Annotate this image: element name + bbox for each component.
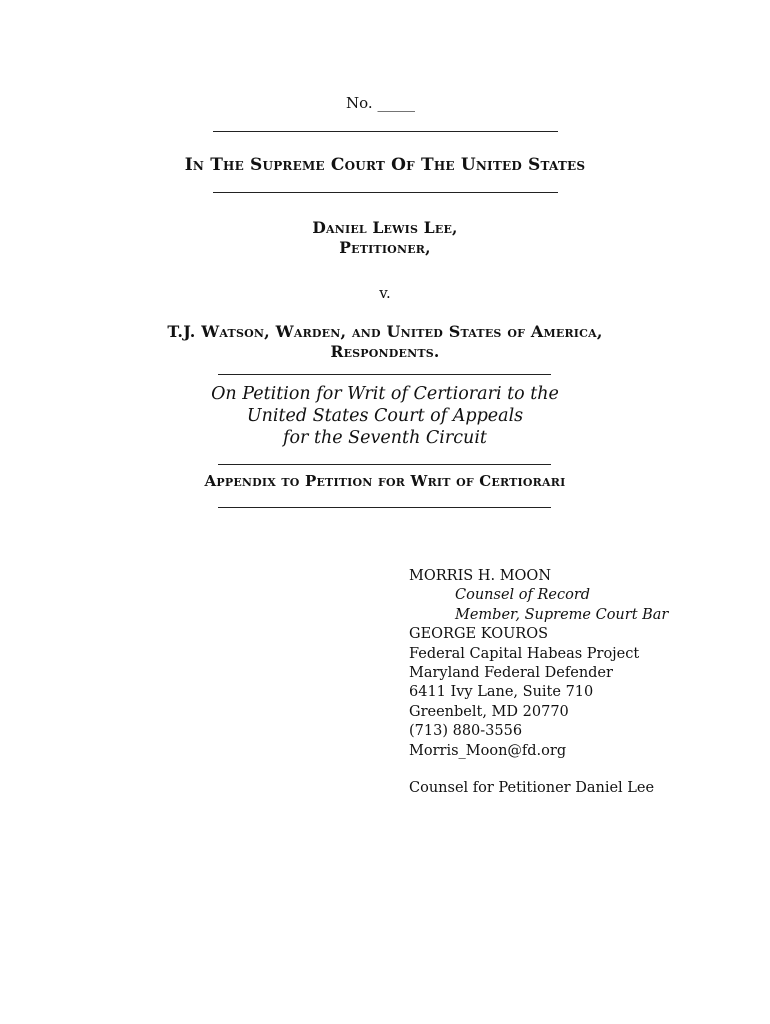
petitioner-name: Daniel Lewis Lee,	[312, 218, 458, 237]
docket-blank: _____	[377, 94, 415, 112]
counsel-address-line-2: Greenbelt, MD 20770	[409, 703, 569, 720]
rule-under-respondents	[218, 374, 551, 375]
rule-top	[213, 131, 558, 132]
counsel-name: MORRIS H. MOON	[409, 568, 552, 584]
appendix-title: Appendix to Petition for Writ of Certiorari	[204, 472, 566, 490]
counsel-title-bar: Member, Supreme Court Bar	[455, 606, 669, 623]
counsel-address-line-1: 6411 Ivy Lane, Suite 710	[409, 684, 594, 701]
counsel-office: Maryland Federal Defender	[409, 665, 613, 682]
co-counsel-name: GEORGE KOUROS	[409, 626, 549, 643]
counsel-block	[409, 567, 668, 798]
court-title: In The Supreme Court Of The United States	[184, 155, 586, 175]
rule-under-appendix	[218, 507, 551, 508]
counsel-title-record: Counsel of Record	[455, 587, 591, 604]
petition-line-2: United States Court of Appeals	[246, 406, 524, 426]
rule-under-court	[213, 192, 558, 193]
docket-number	[346, 94, 415, 112]
counsel-phone: (713) 880-3556	[409, 723, 523, 740]
counsel-org: Federal Capital Habeas Project	[409, 645, 640, 662]
rule-above-appendix	[218, 464, 551, 465]
petition-line-1: On Petition for Writ of Certiorari to the	[211, 384, 559, 404]
petition-line-3: for the Seventh Circuit	[283, 428, 487, 448]
counsel-footer: Counsel for Petitioner Daniel Lee	[409, 780, 655, 797]
docket-label: No.	[346, 94, 373, 112]
respondents-names: T.J. Watson, Warden, and United States of America,	[167, 322, 603, 341]
respondents-role: Respondents.	[330, 342, 440, 361]
petitioner-role: Petitioner,	[339, 238, 431, 257]
versus: v.	[379, 284, 391, 302]
counsel-email: Morris_Moon@fd.org	[409, 742, 567, 759]
